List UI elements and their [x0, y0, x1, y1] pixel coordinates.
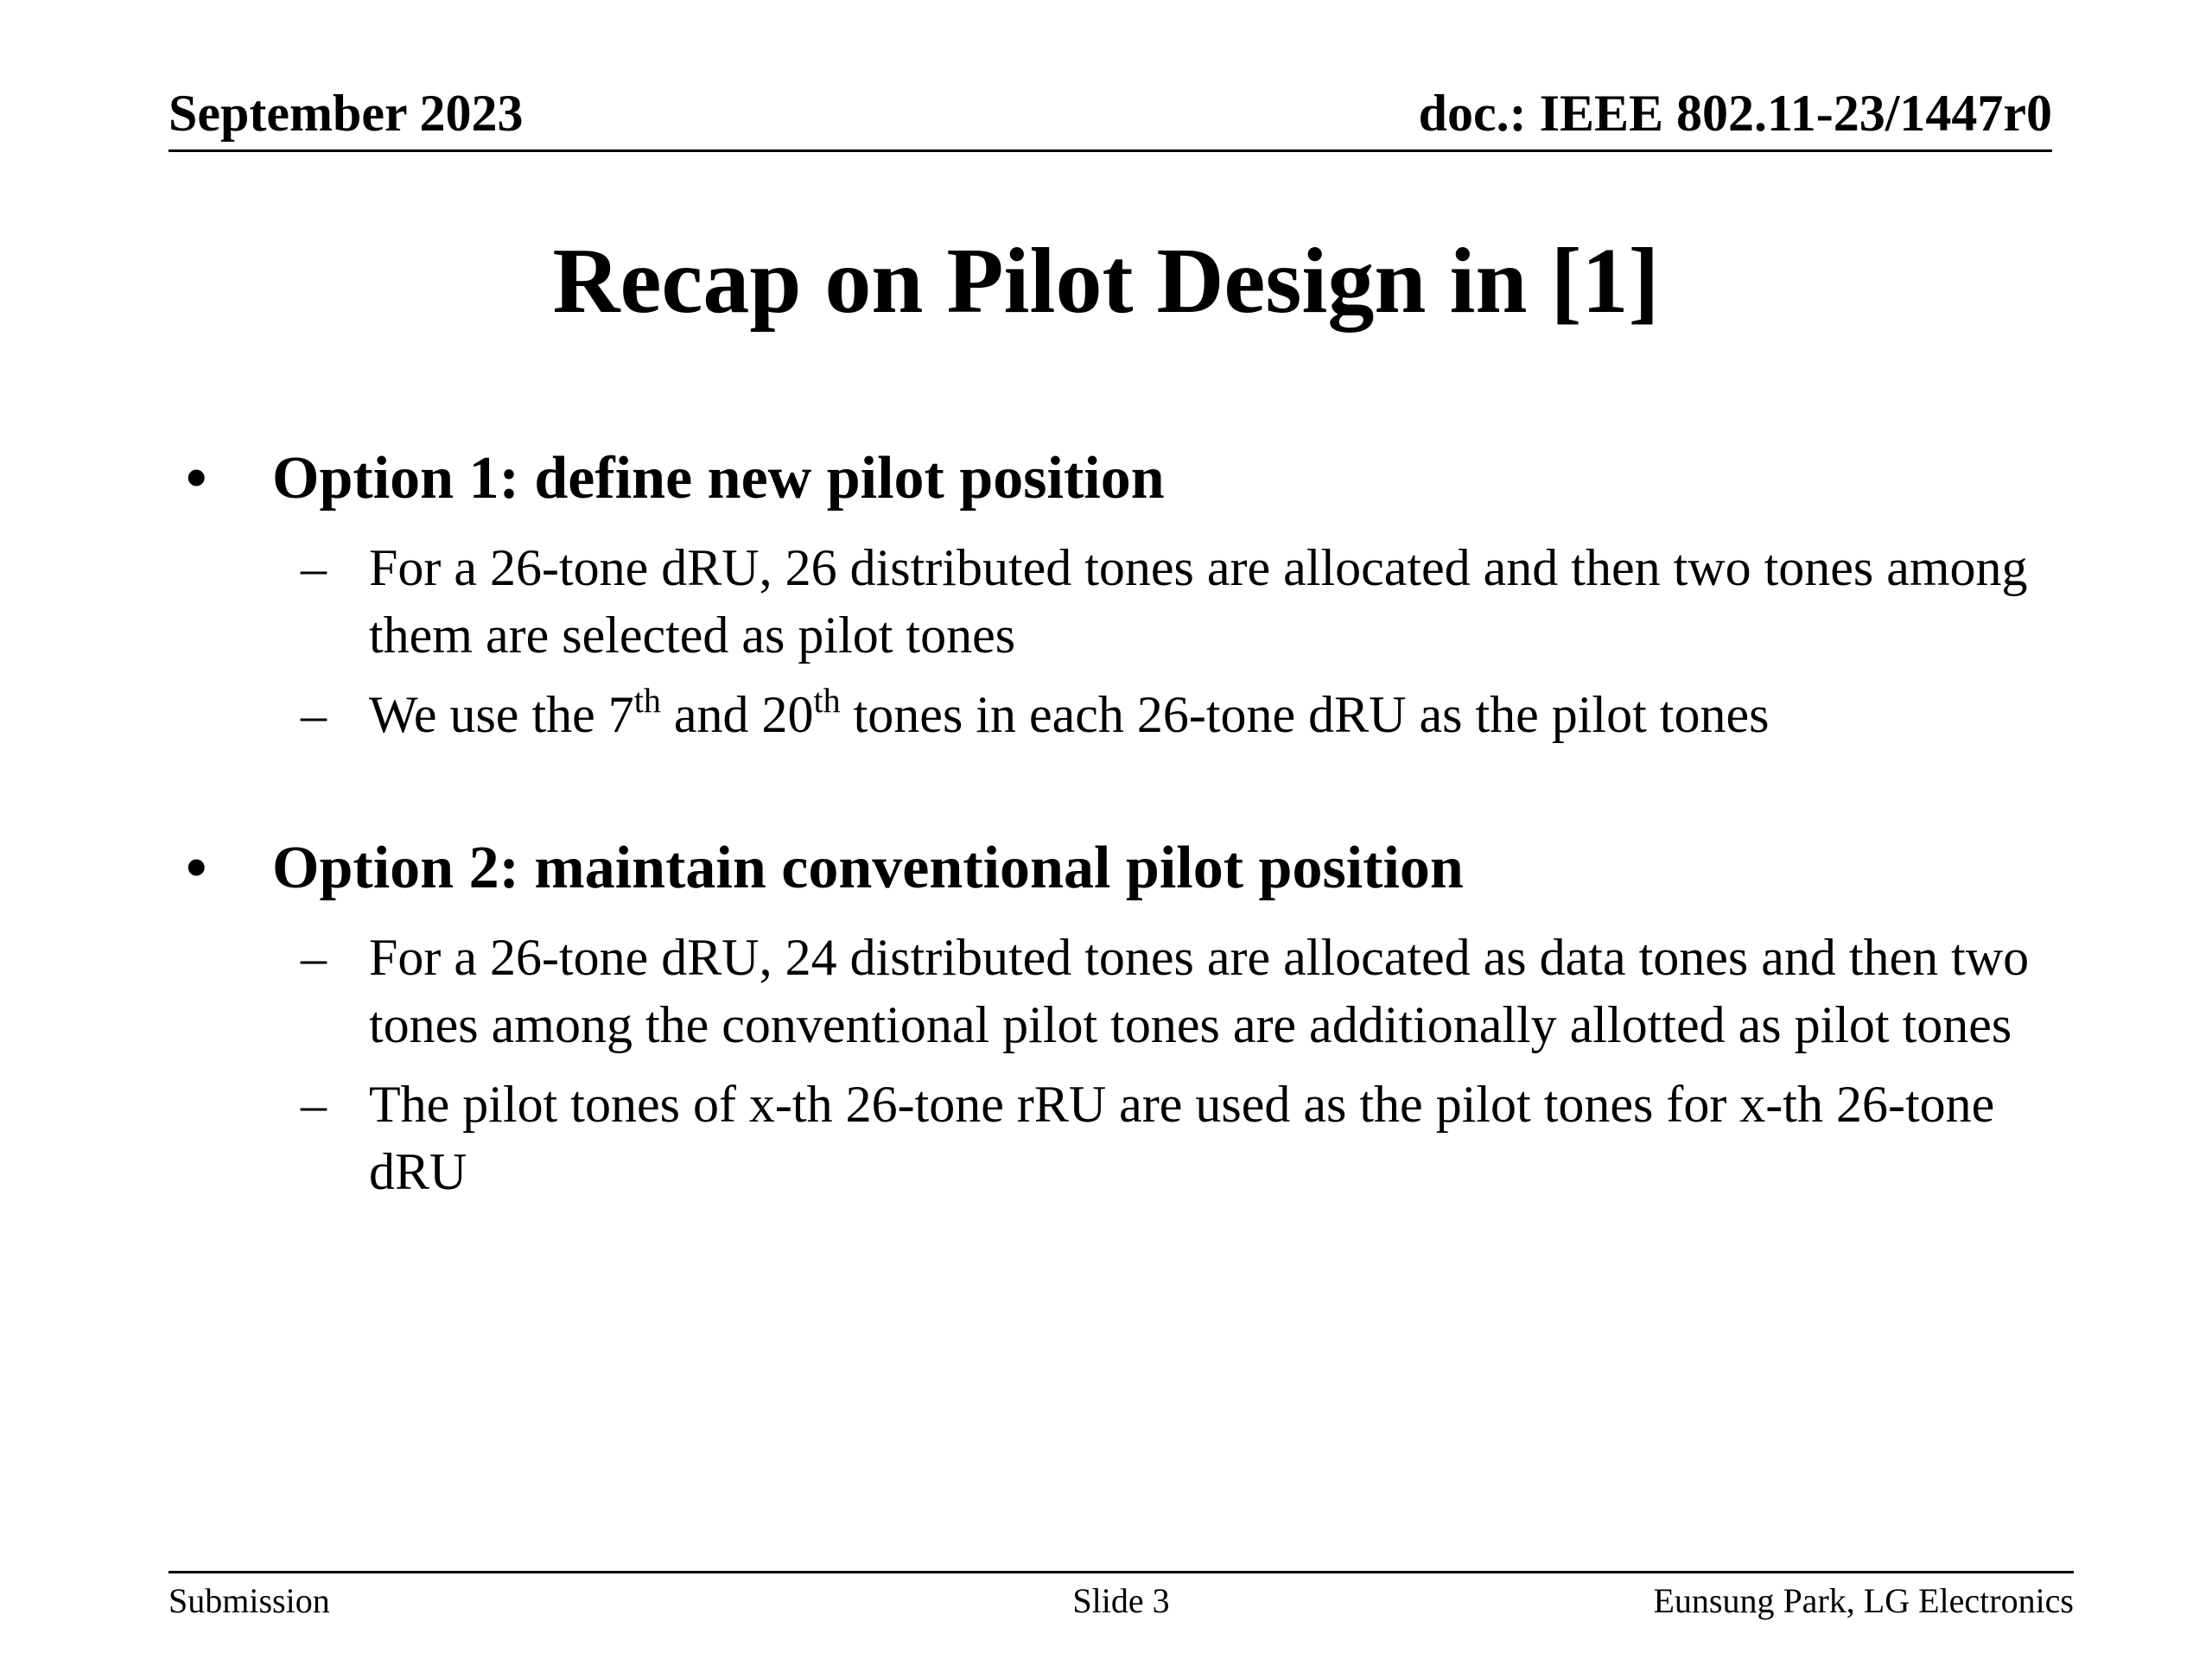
- option-2-heading-row: [181, 835, 2065, 901]
- bullet-icon: •: [186, 445, 207, 512]
- bullet-icon: •: [186, 835, 207, 901]
- list-item: [181, 681, 2065, 748]
- option-1-section: [181, 445, 2065, 748]
- ordinal-suffix: th: [813, 681, 841, 720]
- list-item: [181, 924, 2065, 1058]
- ordinal-suffix: th: [633, 681, 661, 720]
- list-item-text: The pilot tones of x-th 26-tone rRU are used as the pilot tones for x-th 26-tone dRU: [369, 1076, 1995, 1200]
- dash-icon: –: [301, 539, 327, 596]
- list-item: [181, 1071, 2065, 1205]
- footer-author: Eunsung Park, LG Electronics: [1653, 1581, 2074, 1620]
- slide-header: [168, 82, 2052, 152]
- list-item-text-part: We use the 7: [369, 686, 634, 743]
- option-2-section: [181, 835, 2065, 1205]
- list-item-text: For a 26-tone dRU, 26 distributed tones are allocated and then two tones among them are selected as pilot tones: [369, 539, 2028, 664]
- list-item-text: For a 26-tone dRU, 24 distributed tones are allocated as data tones and then two tones among the conventional pilot tones are additionally allotted as pilot tones: [369, 929, 2030, 1053]
- option-1-heading-row: [181, 445, 2065, 512]
- dash-icon: –: [301, 929, 327, 986]
- dash-icon: –: [301, 686, 327, 743]
- slide-title: Recap on Pilot Design in [1]: [552, 230, 1660, 333]
- list-item: [181, 534, 2065, 669]
- footer-submission: Submission: [168, 1581, 330, 1620]
- option-1-heading: Option 1: define new pilot position: [272, 445, 1165, 512]
- header-doc-id: doc.: IEEE 802.11-23/1447r0: [1418, 85, 2052, 142]
- slide-body: [181, 445, 2065, 1217]
- header-date: September 2023: [168, 85, 524, 142]
- list-item-text-part: tones in each 26-tone dRU as the pilot tones: [840, 686, 1770, 743]
- dash-icon: –: [301, 1076, 327, 1133]
- slide-footer: [168, 1571, 2074, 1625]
- footer-slide-number: Slide 3: [1072, 1581, 1170, 1620]
- option-2-heading: Option 2: maintain conventional pilot position: [272, 835, 1464, 901]
- list-item-text-part: and 20: [660, 686, 814, 743]
